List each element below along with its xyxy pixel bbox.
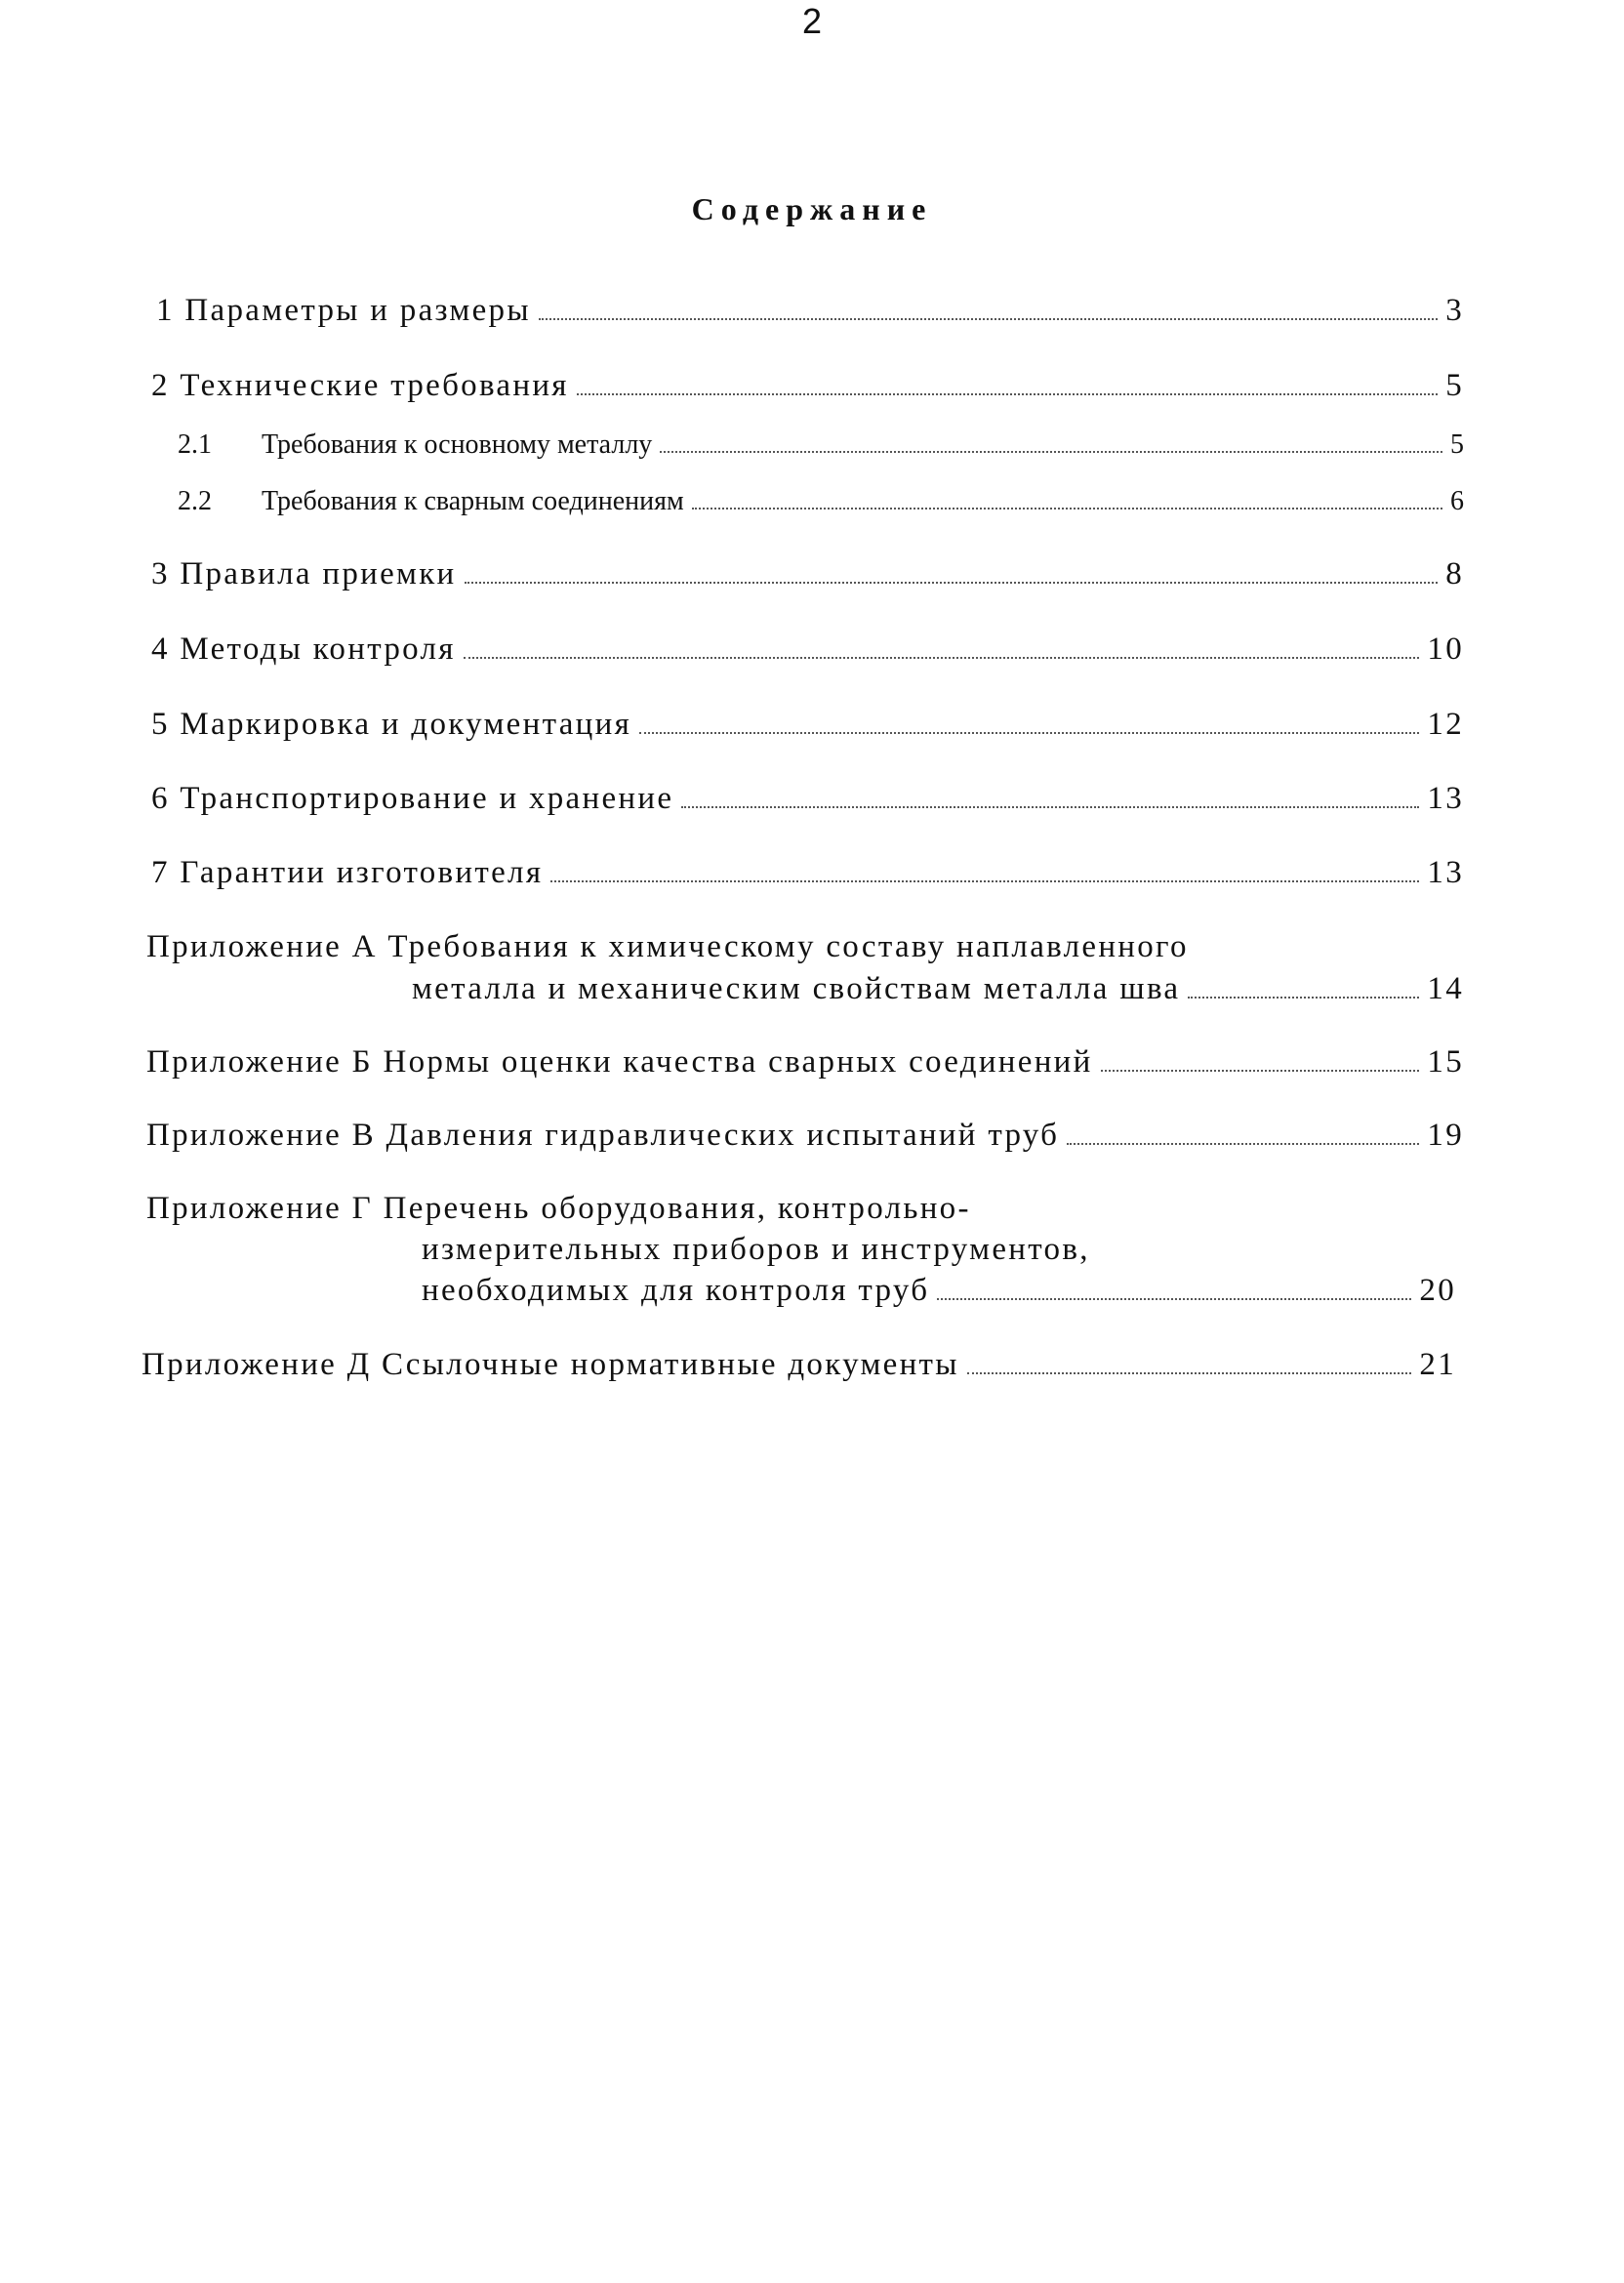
dot-leader [539,318,1438,320]
toc-entry-appendix-b[interactable] [146,1044,1464,1080]
toc-entry-text: Правила приемки [180,556,457,591]
toc-entry-5[interactable] [151,707,1464,743]
toc-entry-appendix-g-line2[interactable] [422,1232,1090,1268]
toc-entry-2-1[interactable] [178,429,1464,461]
dot-leader [1067,1143,1419,1145]
dot-leader [681,806,1419,808]
toc-entry-text: Ссылочные нормативные документы [382,1347,959,1382]
toc-entry-page: 19 [1427,1118,1464,1153]
toc-entry-text: Требования к сварным соединениям [262,486,684,516]
dot-leader [464,657,1420,659]
toc-entry-number: 1 [156,293,175,328]
toc-entry-text: Перечень оборудования, контрольно- [383,1191,971,1226]
toc-entry-number: Приложение Г [146,1191,374,1226]
dot-leader [967,1372,1412,1374]
toc-entry-number: 2 [151,368,170,403]
toc-entry-page: 13 [1427,781,1464,816]
toc-entry-text: Параметры и размеры [184,293,531,328]
toc-entry-4[interactable] [151,632,1464,668]
dot-leader [577,393,1438,395]
toc-entry-number: 2.2 [178,486,212,516]
toc-entry-page: 21 [1419,1347,1456,1382]
toc-entry-appendix-v[interactable] [146,1118,1464,1154]
toc-entry-number: Приложение В [146,1118,376,1153]
toc-entry-appendix-g[interactable] [422,1273,1456,1309]
toc-entry-number: 7 [151,855,170,890]
toc-entry-number: 4 [151,632,170,667]
dot-leader [660,451,1442,453]
toc-entry-text: Требования к основному металлу [262,429,653,460]
toc-entry-number: 3 [151,556,170,591]
toc-entry-appendix-d[interactable] [142,1347,1456,1383]
toc-entry-text: Технические требования [180,368,569,403]
toc-entry-appendix-g-line1[interactable] [146,1191,971,1227]
toc-title: Содержание [691,191,933,226]
toc-entry-page: 13 [1427,855,1464,890]
dot-leader [1101,1070,1420,1072]
page-number: 2 [801,1,823,41]
toc-entry-number: 5 [151,707,170,742]
toc-entry-text: Методы контроля [180,632,456,667]
toc-entry-number: Приложение Д [142,1347,372,1382]
toc-entry-page: 5 [1450,429,1464,460]
dot-leader [937,1298,1411,1300]
toc-entry-text-continued: измерительных приборов и инструментов, [422,1232,1090,1267]
toc-entry-number: 2.1 [178,429,212,460]
toc-entry-number: Приложение Б [146,1044,373,1080]
toc-entry-page: 3 [1445,293,1464,328]
dot-leader [1188,997,1419,999]
toc-entry-text-continued: необходимых для контроля труб [422,1273,930,1308]
toc-entry-page: 15 [1427,1044,1464,1080]
toc-entry-3[interactable] [151,556,1464,592]
toc-entry-page: 6 [1450,486,1464,516]
toc-entry-page: 20 [1419,1273,1456,1308]
toc-entry-text: Гарантии изготовителя [180,855,544,890]
toc-entry-2[interactable] [151,368,1464,404]
toc-entry-appendix-a-line1[interactable] [146,929,1189,965]
toc-entry-page: 12 [1427,707,1464,742]
toc-entry-text-continued: металла и механическим свойствам металла шва [412,971,1181,1006]
toc-entry-page: 10 [1427,632,1464,667]
dot-leader [692,508,1442,510]
toc-entry-text: Нормы оценки качества сварных соединений [383,1044,1093,1080]
toc-entry-number: 6 [151,781,170,816]
dot-leader [465,582,1439,584]
toc-entry-text: Давления гидравлических испытаний труб [386,1118,1060,1153]
toc-entry-page: 8 [1445,556,1464,591]
toc-entry-text: Транспортирование и хранение [180,781,674,816]
toc-entry-page: 5 [1445,368,1464,403]
toc-entry-page: 14 [1427,971,1464,1006]
toc-entry-number: Приложение А [146,929,378,964]
toc-entry-1[interactable] [156,293,1464,329]
toc-entry-text: Маркировка и документация [180,707,632,742]
toc-entry-7[interactable] [151,855,1464,891]
toc-entry-6[interactable] [151,781,1464,817]
dot-leader [639,732,1419,734]
toc-entry-appendix-a[interactable] [412,971,1464,1007]
toc-entry-2-2[interactable] [178,486,1464,517]
dot-leader [550,880,1419,882]
toc-entry-text: Требования к химическому составу наплавленного [387,929,1189,964]
